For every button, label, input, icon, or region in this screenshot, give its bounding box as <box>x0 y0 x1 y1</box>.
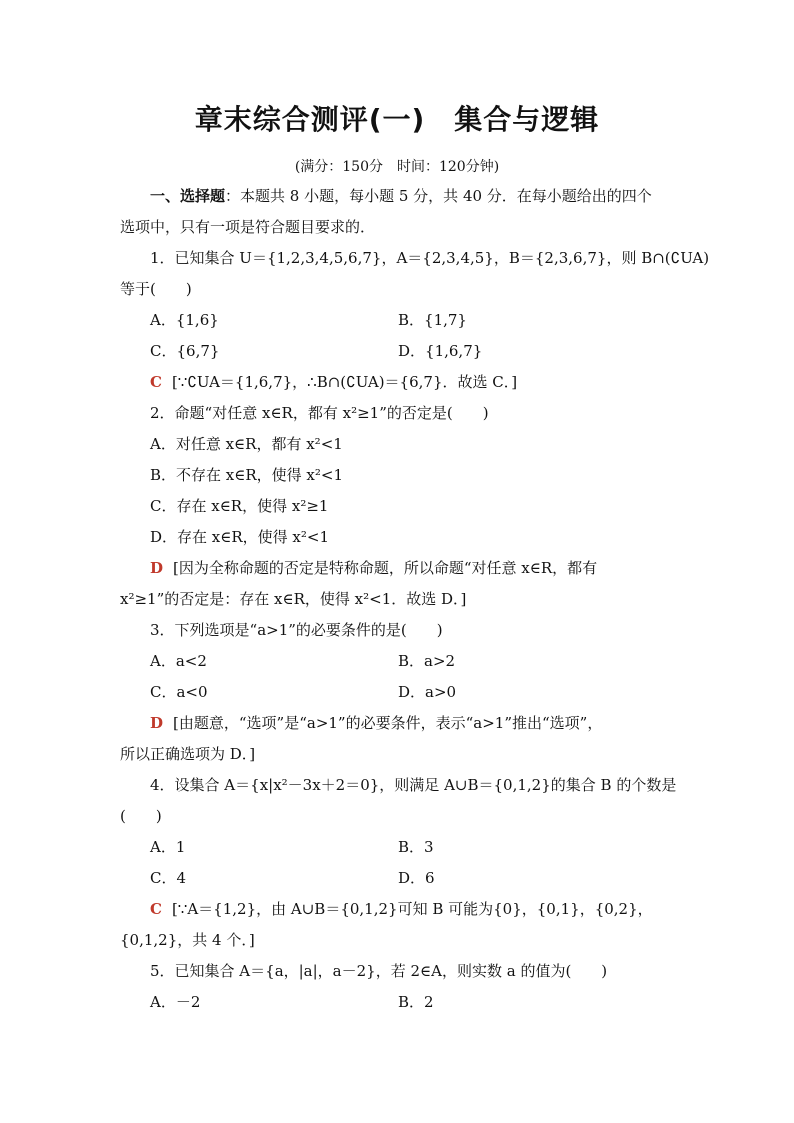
q2-answer: D <box>150 559 164 577</box>
q1-solution <box>150 372 517 392</box>
q1-option-a: A．{1,6} <box>150 311 219 329</box>
section-heading: 一、选择题 <box>150 187 226 205</box>
q1-answer: C <box>150 373 162 391</box>
q4-option-c: C．4 <box>150 869 187 887</box>
q1-option-d: D．{1,6,7} <box>398 342 483 360</box>
q2-option-c: C．存在 x∈R，使得 x²≥1 <box>150 497 329 515</box>
q3-option-b: B．a>2 <box>398 652 456 670</box>
q2-explanation: [因为全称命题的否定是特称命题，所以命题“对任意 x∈R，都有 <box>173 559 598 577</box>
q4-answer: C <box>150 900 162 918</box>
section-intro-line2: 选项中，只有一项是符合题目要求的． <box>120 218 376 236</box>
q3-answer: D <box>150 714 164 732</box>
q2-option-b: B．不存在 x∈R，使得 x²<1 <box>150 466 344 484</box>
q5-option-b: B．2 <box>398 993 434 1011</box>
exam-info: (满分：150分 时间：120分钟) <box>294 159 500 175</box>
q3-solution <box>150 713 602 733</box>
q3-option-a: A．a<2 <box>150 652 207 670</box>
q2-stem: 2．命题“对任意 x∈R，都有 x²≥1”的否定是( ) <box>150 404 489 422</box>
q4-explanation: [∵A＝{1,2}，由 A∪B＝{0,1,2}可知 B 可能为{0}，{0,1}，{0,2}， <box>171 900 653 918</box>
q1-stem-cont: 等于( ) <box>120 280 192 298</box>
q4-option-d: D．6 <box>398 869 435 887</box>
q1-option-c: C．{6,7} <box>150 342 220 360</box>
q2-option-d: D．存在 x∈R，使得 x²<1 <box>150 528 330 546</box>
q5-stem: 5．已知集合 A＝{a，|a|，a－2}，若 2∈A，则实数 a 的值为( ) <box>150 962 608 980</box>
q2-solution <box>150 558 597 578</box>
section-intro-line1: 一、选择题：本题共 8 小题，每小题 5 分，共 40 分．在每小题给出的四个 <box>150 187 652 205</box>
q1-explanation: [∵∁UA＝{1,6,7}，∴B∩(∁UA)＝{6,7}．故选 C．] <box>171 373 518 391</box>
q3-explanation-cont: 所以正确选项为 D．] <box>120 745 256 763</box>
q3-option-c: C．a<0 <box>150 683 208 701</box>
q4-stem-cont: ( ) <box>120 807 162 825</box>
q2-option-a: A．对任意 x∈R，都有 x²<1 <box>150 435 343 453</box>
q4-explanation-cont: {0,1,2}，共 4 个．] <box>120 931 255 949</box>
q3-stem: 3．下列选项是“a>1”的必要条件的是( ) <box>150 621 443 639</box>
q4-option-a: A．1 <box>150 838 186 856</box>
q2-explanation-cont: x²≥1”的否定是：存在 x∈R，使得 x²<1．故选 D．] <box>120 590 467 608</box>
q4-solution <box>150 899 653 919</box>
page-title: 章末综合测评(一) 集合与逻辑 <box>194 103 600 136</box>
q4-stem: 4．设集合 A＝{x|x²－3x＋2＝0}，则满足 A∪B＝{0,1,2}的集合 B 的个数是 <box>150 776 677 794</box>
q1-stem: 1．已知集合 U＝{1,2,3,4,5,6,7}，A＝{2,3,4,5}，B＝{2,3,6,7}，则 B∩(∁UA) <box>150 249 710 267</box>
q1-option-b: B．{1,7} <box>398 311 467 329</box>
q3-explanation: [由题意，“选项”是“a>1”的必要条件，表示“a>1”推出“选项”， <box>173 714 603 732</box>
q5-option-a: A．－2 <box>150 993 201 1011</box>
q3-option-d: D．a>0 <box>398 683 457 701</box>
q4-option-b: B．3 <box>398 838 434 856</box>
